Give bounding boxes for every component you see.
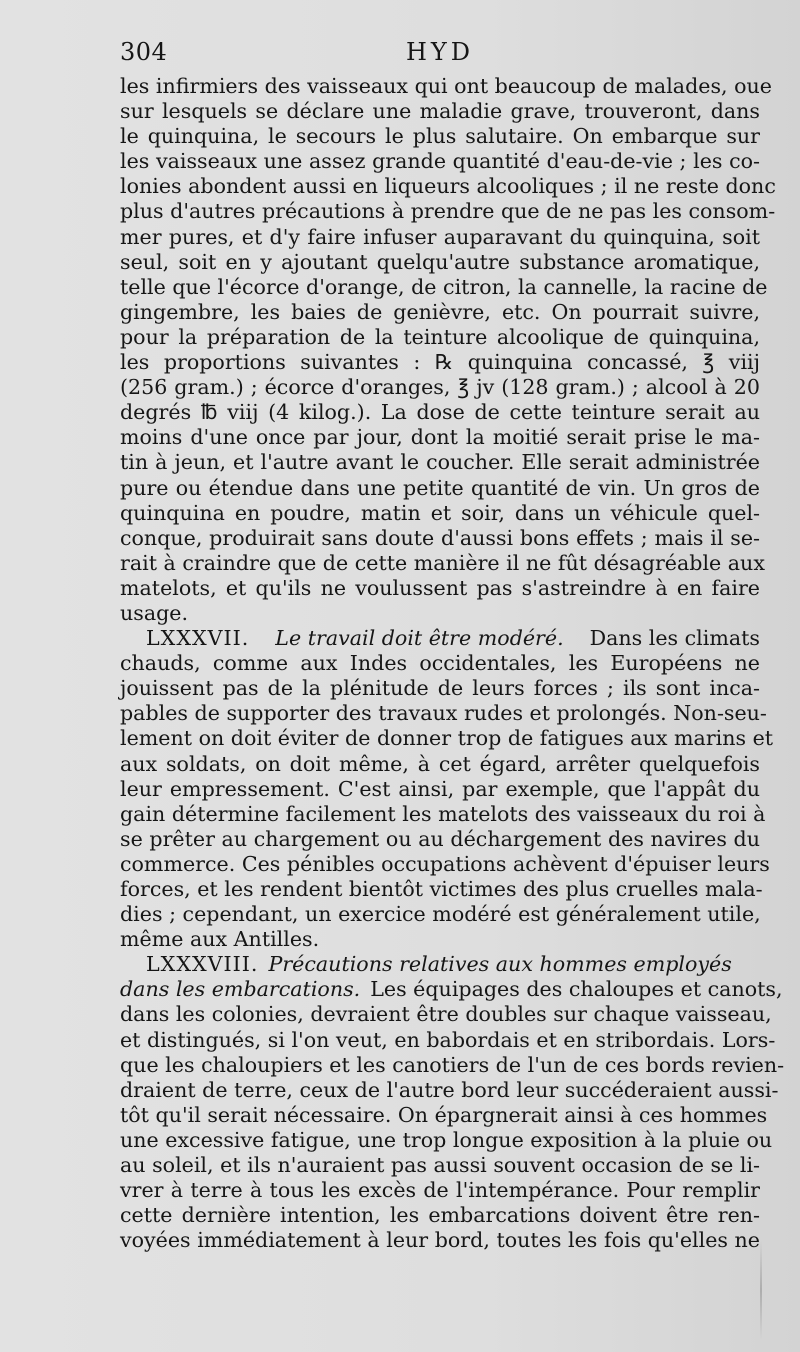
text-line: quinquina en poudre, matin et soir, dans un véhicule quel- [120,500,760,525]
running-head: HYD [405,38,474,66]
text-line: seul, soit en y ajoutant quelqu'autre substance aromatique, [120,249,760,274]
text-line: les infirmiers des vaisseaux qui ont beaucoup de malades, oue [120,74,772,98]
text-line: au soleil, et ils n'auraient pas aussi souvent occasion de se li- [120,1153,760,1178]
text-line: rait à craindre que de cette manière il ne fût désagréable aux [120,550,765,575]
text-line: forces, et les rendent bientôt victimes des plus cruelles mala- [120,877,763,901]
text-line: même aux Antilles. [120,927,320,952]
text-line: que les chaloupiers et les canotiers de l'un de ces bords revien- [120,1052,785,1077]
text-line: commerce. Ces pénibles occupations achèvent d'épuiser leurs [120,851,770,876]
paragraph-continuation [120,74,776,626]
text-line: jouissent pas de la plénitude de leurs forces ; ils sont inca- [120,676,760,701]
text-line: les proportions suivantes : ℞ quinquina concassé, ℥ viij [120,350,760,375]
page-header [120,38,760,72]
text-line: tin à jeun, et l'autre avant le coucher. Elle serait administrée [120,450,760,475]
section-88-heading-line [146,952,760,977]
text-line: pour la préparation de la teinture alcoolique de quinquina, [120,324,760,349]
section-87-heading-line [146,626,760,651]
text-line: vrer à terre à tous les excès de l'intempérance. Pour remplir [120,1178,760,1203]
text-line: lement on doit éviter de donner trop de fatigues aux marins et [120,726,774,751]
text-line: dans les colonies, devraient être doubles sur chaque vaisseau, [120,1002,772,1027]
text-line: (256 gram.) ; écorce d'oranges, ℥ jv (128 gram.) ; alcool à 20 [120,375,760,400]
section-87-numeral: LXXXVII. [146,626,250,651]
text-line: le quinquina, le secours le plus salutaire. On embarque sur [120,124,760,149]
margin-pencil-mark [760,1240,762,1340]
text-line: les vaisseaux une assez grande quantité d'eau-de-vie ; les co- [120,149,760,174]
text-line: se prêter au chargement ou au déchargement des navires du [120,826,760,851]
text-line: gingembre, les baies de genièvre, etc. On pourrait suivre, [120,299,760,324]
section-87-body [120,651,774,952]
text-line: cette dernière intention, les embarcations doivent être ren- [120,1203,760,1228]
text-line: tôt qu'il serait nécessaire. On épargnerait ainsi à ces hommes [120,1102,768,1127]
text-line: lonies abondent aussi en liqueurs alcooliques ; il ne reste donc [120,174,776,199]
text-line: voyées immédiatement à leur bord, toutes les fois qu'elles ne [120,1228,760,1253]
text-line: usage. [120,600,189,625]
section-88-numeral: LXXXVIII. [146,952,259,977]
section-87-title: Le travail doit être modéré. [275,626,564,651]
section-88-second-line-rest: Les équipages des chaloupes et canots, [370,977,783,1002]
body-text [120,74,785,1253]
text-line: dies ; cependant, un exercice modéré est généralement utile, [120,902,761,927]
text-line: plus d'autres précautions à prendre que de ne pas les consom- [120,199,776,224]
text-line: leur empressement. C'est ainsi, par exemple, que l'appât du [120,776,760,801]
text-line: moins d'une once par jour, dont la moitié serait prise le ma- [120,425,760,450]
page-number: 304 [120,38,168,66]
section-88-title-line2: dans les embarcations. [120,977,361,1002]
text-line: draient de terre, ceux de l'autre bord leur succéderaient aussi- [120,1077,779,1102]
text-line: gain détermine facilement les matelots des vaisseaux du roi à [120,801,766,826]
text-line: matelots, et qu'ils ne voulussent pas s'astreindre à en faire [120,575,760,600]
section-88-body [120,1002,785,1253]
text-line: une excessive fatigue, une trop longue exposition à la pluie ou [120,1127,773,1152]
section-88 [120,952,785,1253]
text-line: mer pures, et d'y faire infuser auparavant du quinquina, soit [120,224,760,249]
text-line: aux soldats, on doit même, à cet égard, arrêter quelquefois [120,751,760,776]
text-line: conque, produirait sans doute d'aussi bons effets ; mais il se- [120,525,760,550]
section-88-heading-line2 [120,977,783,1002]
text-line: chauds, comme aux Indes occidentales, les Européens ne [120,651,760,676]
text-line: degrés ℔ viij (4 kilog.). La dose de cette teinture serait au [120,400,760,425]
section-87-first-line-rest: Dans les climats [589,626,760,651]
section-87 [120,626,774,952]
text-line: et distingués, si l'on veut, en babordais et en stribordais. Lors- [120,1027,776,1052]
text-line: pables de supporter des travaux rudes et prolongés. Non-seu- [120,701,767,726]
section-88-title-line1: Précautions relatives aux hommes employés [268,952,732,977]
text-line: sur lesquels se déclare une maladie grave, trouveront, dans [120,99,760,124]
text-line: telle que l'écorce d'orange, de citron, la cannelle, la racine de [120,274,768,299]
text-line: pure ou étendue dans une petite quantité de vin. Un gros de [120,475,760,500]
